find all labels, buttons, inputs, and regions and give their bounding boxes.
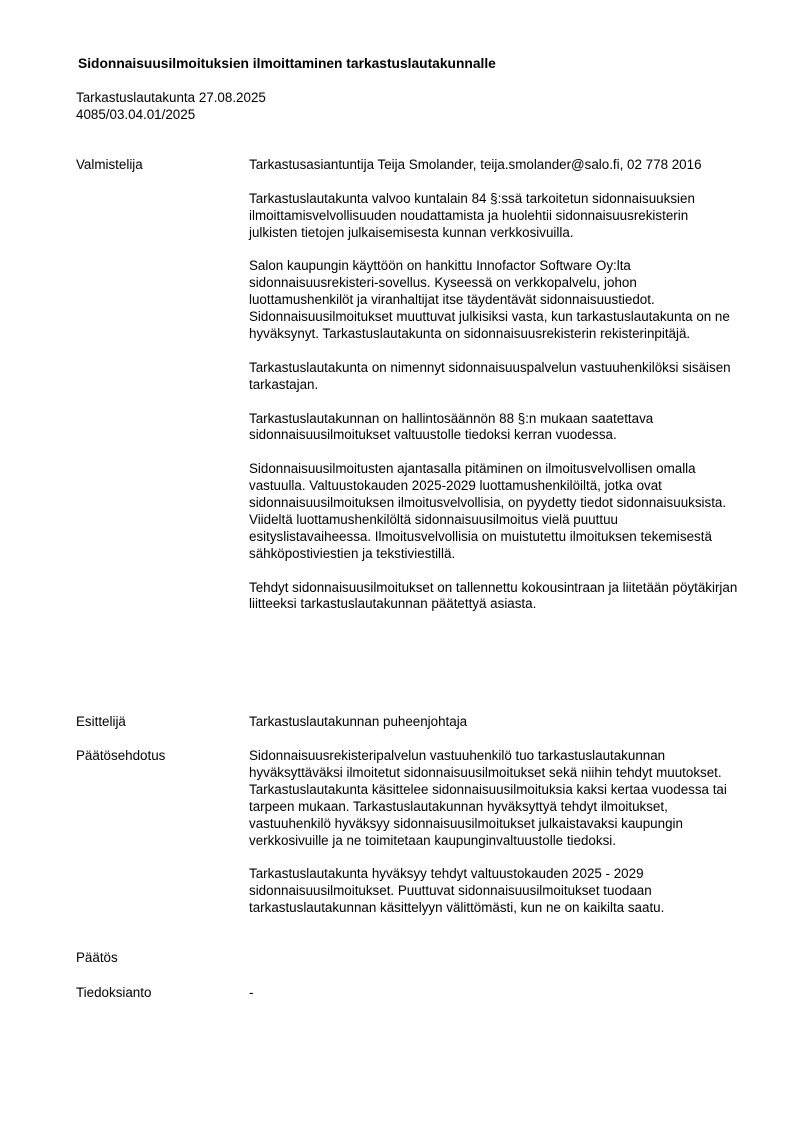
presenter-value: Tarkastuslautakunnan puheenjohtaja — [249, 714, 468, 729]
document-meta — [76, 90, 266, 124]
meeting-line: Tarkastuslautakunta 27.08.2025 — [76, 90, 266, 105]
preparer-contact: Tarkastusasiantuntija Teija Smolander, teija.smolander@salo.fi, 02 778 2016 — [249, 157, 702, 172]
proposal-paragraph: Sidonnaisuusrekisteripalvelun vastuuhenkilö tuo tarkastuslautakunnan hyväksyttäväksi ilmoitetut sidonnaisuusilmoitukset sekä niihin tehdyt muutokset. Tarkastuslautakunta käsittelee sidonnaisuusilmoituksia kaksi kertaa vuodessa tai tarpeen mukaan. Tarkastuslautakunnan hyväksyttyä tehdyt ilmoitukset, vastuuhenkilö hyväksyy sidonnaisuusilmoitukset julkaistavaksi kaupungin verkkosivuille ja ne toimitetaan kaupunginvaltuustolle tiedoksi. — [249, 748, 727, 848]
notification-label: Tiedoksianto — [76, 985, 152, 1000]
proposal-paragraph: Tarkastuslautakunta hyväksyy tehdyt valtuustokauden 2025 - 2029 sidonnaisuusilmoitukset. Puuttuvat sidonnaisuusilmoitukset tuodaan tarkastuslautakunnan käsittelyyn välittömästi, kun ne on kaikilta saatu. — [249, 866, 665, 916]
case-number: 4085/03.04.01/2025 — [76, 106, 196, 122]
presenter-label: Esittelijä — [76, 714, 126, 729]
preparer-label: Valmistelija — [76, 157, 143, 172]
notification-value: - — [249, 985, 254, 1000]
proposal-content — [249, 748, 740, 917]
document-title: Sidonnaisuusilmoituksien ilmoittaminen tarkastuslautakunnalle — [78, 56, 496, 71]
preparer-paragraph: Tarkastuslautakunnan on hallintosäännön 88 §:n mukaan saatettava sidonnaisuusilmoitukset valtuustolle tiedoksi kerran vuodessa. — [249, 410, 654, 443]
decision-label: Päätös — [76, 950, 118, 965]
preparer-paragraph: Tehdyt sidonnaisuusilmoitukset on tallennettu kokousintraan ja liitetään pöytäkirjan liitteeksi tarkastuslautakunnan päätettyä asiasta. — [249, 579, 738, 612]
preparer-content — [249, 157, 740, 613]
preparer-paragraph: Tarkastuslautakunta on nimennyt sidonnaisuuspalvelun vastuuhenkilöksi sisäisen tarkastajan. — [249, 359, 731, 392]
proposal-label: Päätösehdotus — [76, 748, 166, 763]
preparer-paragraph: Sidonnaisuusilmoitusten ajantasalla pitäminen on ilmoitusvelvollisen omalla vastuulla. Valtuustokauden 2025-2029 luottamushenkilöiltä, jotka ovat sidonnaisuusilmoituksen ilmoitusvelvollisia, on pyydetty tiedot sidonnaisuuksista. Viideltä luottamushenkilöltä sidonnaisuusilmoitus vielä puuttuu esityslistavaiheessa. Ilmoitusvelvollisia on muistutettu ilmoituksen tekemisestä sähköpostiviestien ja tekstiviestillä. — [249, 461, 727, 561]
preparer-paragraph: Salon kaupungin käyttöön on hankittu Innofactor Software Oy:lta sidonnaisuusrekisteri-sovellus. Kyseessä on verkkopalvelu, johon luottamushenkilöt ja viranhaltijat itse täydentävät sidonnaisuustiedot. Sidonnaisuusilmoitukset muuttuvat julkisiksi vasta, kun tarkastuslautakunta on ne hyväksynyt. Tarkastuslautakunta on sidonnaisuusrekisterin rekisterinpitäjä. — [249, 258, 730, 342]
preparer-paragraph: Tarkastuslautakunta valvoo kuntalain 84 §:ssä tarkoitetun sidonnaisuuksien ilmoittamisvelvollisuuden noudattamista ja huolehtii sidonnaisuusrekisterin julkisten tietojen julkaisemisesta kunnan verkkosivuilla. — [249, 190, 695, 240]
